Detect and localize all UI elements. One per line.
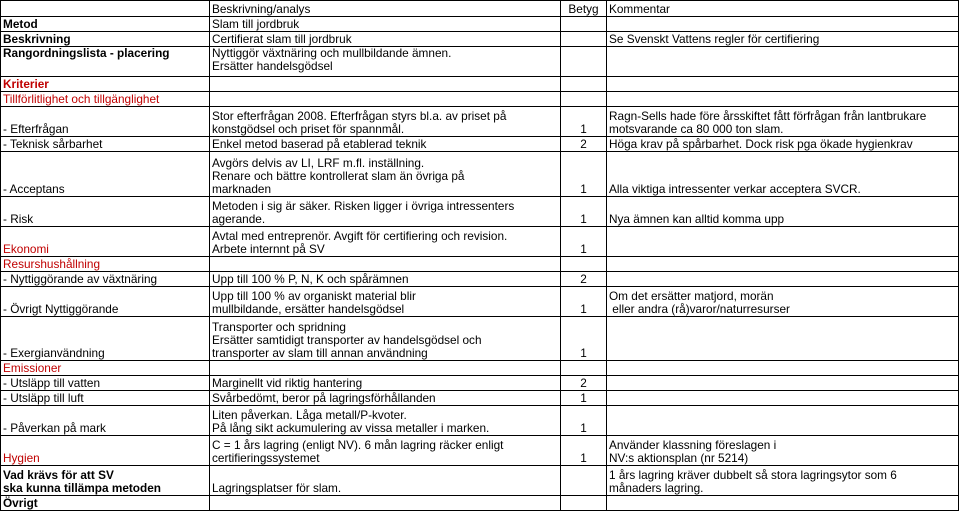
row-comment <box>607 361 959 376</box>
row-comment: Nya ämnen kan alltid komma upp <box>607 197 959 227</box>
section-heading-tillforlitlighet: Tillförlitlighet och tillgänglighet <box>1 92 210 107</box>
row-label: - Påverkan på mark <box>1 406 210 436</box>
row-description <box>210 436 561 466</box>
table-row <box>1 152 959 197</box>
section-heading-ekonomi: Ekonomi <box>1 227 210 257</box>
table-row <box>1 32 959 47</box>
row-label: - Risk <box>1 197 210 227</box>
row-description <box>210 406 561 436</box>
row-grade: 2 <box>561 137 607 152</box>
row-description: Certifierat slam till jordbruk <box>210 32 561 47</box>
row-label: - Teknisk sårbarhet <box>1 137 210 152</box>
row-comment: Alla viktiga intressenter verkar acceptera SVCR. <box>607 152 959 197</box>
row-comment <box>607 107 959 137</box>
table-row <box>1 257 959 272</box>
comment-line: Ragn-Sells hade före årsskiftet fått förfrågan från lantbrukare <box>609 109 927 123</box>
row-grade: 2 <box>561 376 607 391</box>
desc-line: Renare och bättre kontrollerat slam än övriga på <box>212 169 465 183</box>
row-comment <box>607 376 959 391</box>
row-grade <box>561 496 607 511</box>
row-comment: Se Svenskt Vattens regler för certifiering <box>607 32 959 47</box>
row-label: - Exergianvändning <box>1 317 210 361</box>
row-comment <box>607 496 959 511</box>
table-row <box>1 466 959 496</box>
row-grade <box>561 32 607 47</box>
row-comment <box>607 436 959 466</box>
row-grade: 2 <box>561 272 607 287</box>
desc-line: Upp till 100 % av organiskt material blir <box>212 289 416 303</box>
row-comment <box>607 287 959 317</box>
desc-line: Arbete internnt på SV <box>212 242 325 256</box>
row-comment <box>607 391 959 406</box>
row-comment: Höga krav på spårbarhet. Dock risk pga ökade hygienkrav <box>607 137 959 152</box>
row-comment <box>607 77 959 92</box>
row-label: Metod <box>1 17 210 32</box>
row-comment <box>607 227 959 257</box>
row-description <box>210 107 561 137</box>
row-description: Lagringsplatser för slam. <box>210 466 561 496</box>
comment-line: Använder klassning föreslagen i <box>609 438 777 452</box>
row-description <box>210 197 561 227</box>
comment-line: motsvarande ca 80 000 ton slam. <box>609 122 784 136</box>
section-heading-kriterier: Kriterier <box>1 77 210 92</box>
row-label <box>1 466 210 496</box>
section-heading-hygien: Hygien <box>1 436 210 466</box>
row-label: - Utsläpp till vatten <box>1 376 210 391</box>
header-grade: Betyg <box>561 1 607 17</box>
row-comment <box>607 406 959 436</box>
row-grade: 1 <box>561 227 607 257</box>
row-description: Svårbedömt, beror på lagringsförhållanden <box>210 391 561 406</box>
row-grade: 1 <box>561 152 607 197</box>
row-grade: 1 <box>561 317 607 361</box>
row-label: - Efterfrågan <box>1 107 210 137</box>
row-description <box>210 361 561 376</box>
table-row <box>1 406 959 436</box>
row-description <box>210 92 561 107</box>
desc-line: Liten påverkan. Låga metall/P-kvoter. <box>212 408 407 422</box>
table-row <box>1 436 959 466</box>
label-line: Vad krävs för att SV <box>3 468 114 482</box>
section-heading-resurshushallning: Resurshushållning <box>1 257 210 272</box>
row-label: Beskrivning <box>1 32 210 47</box>
table-row <box>1 227 959 257</box>
table-row <box>1 92 959 107</box>
row-description <box>210 496 561 511</box>
row-grade <box>561 77 607 92</box>
row-description <box>210 227 561 257</box>
row-grade: 1 <box>561 107 607 137</box>
row-comment <box>607 257 959 272</box>
desc-line: transporter av slam till annan användning <box>212 346 428 360</box>
row-comment <box>607 17 959 32</box>
comment-line: Om det ersätter matjord, morän <box>609 289 774 303</box>
comment-line: eller andra (rå)varor/naturresurser <box>609 302 790 316</box>
row-comment <box>607 47 959 77</box>
comment-line: månaders lagring. <box>609 481 704 495</box>
desc-line: mullbildande, ersätter handelsgödsel <box>212 302 405 316</box>
desc-line: På lång sikt ackumulering av vissa metaller i marken. <box>212 421 490 435</box>
comment-line: NV:s aktionsplan (nr 5214) <box>609 451 749 465</box>
desc-line: Avtal med entreprenör. Avgift för certifiering och revision. <box>212 229 508 243</box>
table-row <box>1 317 959 361</box>
row-description <box>210 257 561 272</box>
row-label: - Nyttiggörande av växtnäring <box>1 272 210 287</box>
table-row <box>1 137 959 152</box>
desc-line: Nyttiggör växtnäring och mullbildande ämnen. <box>212 46 452 60</box>
row-label: Övrigt <box>1 496 210 511</box>
row-description <box>210 317 561 361</box>
table-row <box>1 107 959 137</box>
row-grade: 1 <box>561 287 607 317</box>
row-label: - Övrigt Nyttiggörande <box>1 287 210 317</box>
row-grade: 1 <box>561 391 607 406</box>
desc-line: konstgödsel och priset för spannmål. <box>212 122 405 136</box>
table-row <box>1 361 959 376</box>
desc-line: Metoden i sig är säker. Risken ligger i övriga intressenters <box>212 199 515 213</box>
desc-line: C = 1 års lagring (enligt NV). 6 mån lagring räcker enligt <box>212 438 504 452</box>
row-description: Upp till 100 % P, N, K och spårämnen <box>210 272 561 287</box>
row-grade <box>561 257 607 272</box>
row-description <box>210 47 561 77</box>
comment-line: 1 års lagring kräver dubbelt så stora lagringsytor som 6 <box>609 468 897 482</box>
row-label: Rangordningslista - placering <box>1 47 210 77</box>
row-grade: 1 <box>561 197 607 227</box>
row-description: Enkel metod baserad på etablerad teknik <box>210 137 561 152</box>
header-row <box>1 1 959 17</box>
header-description: Beskrivning/analys <box>210 1 561 17</box>
row-grade <box>561 92 607 107</box>
table-row <box>1 496 959 511</box>
row-grade: 1 <box>561 436 607 466</box>
table-row <box>1 391 959 406</box>
label-line: ska kunna tillämpa metoden <box>3 481 161 495</box>
row-grade: 1 <box>561 406 607 436</box>
row-comment <box>607 317 959 361</box>
table-row <box>1 376 959 391</box>
row-description: Marginellt vid riktig hantering <box>210 376 561 391</box>
row-description: Slam till jordbruk <box>210 17 561 32</box>
desc-line: Avgörs delvis av LI, LRF m.fl. inställning. <box>212 156 425 170</box>
row-label: - Acceptans <box>1 152 210 197</box>
desc-line: marknaden <box>212 182 272 196</box>
table-row <box>1 77 959 92</box>
table-row <box>1 287 959 317</box>
desc-line: agerande. <box>212 212 266 226</box>
row-grade <box>561 17 607 32</box>
header-comment: Kommentar <box>607 1 959 17</box>
table-row <box>1 47 959 77</box>
row-comment <box>607 466 959 496</box>
desc-line: Ersätter handelsgödsel <box>212 59 333 73</box>
desc-line: Transporter och spridning <box>212 320 346 334</box>
row-label: - Utsläpp till luft <box>1 391 210 406</box>
row-description <box>210 287 561 317</box>
desc-line: Stor efterfrågan 2008. Efterfrågan styrs bl.a. av priset på <box>212 109 507 123</box>
table-row <box>1 17 959 32</box>
table-row <box>1 197 959 227</box>
desc-line: certifieringssystemet <box>212 451 320 465</box>
row-comment <box>607 92 959 107</box>
row-grade <box>561 47 607 77</box>
desc-line: Ersätter samtidigt transporter av handelsgödsel och <box>212 333 482 347</box>
row-grade <box>561 361 607 376</box>
header-col1 <box>1 1 210 17</box>
row-comment <box>607 272 959 287</box>
row-description <box>210 77 561 92</box>
section-heading-emissioner: Emissioner <box>1 361 210 376</box>
row-description <box>210 152 561 197</box>
table-row <box>1 272 959 287</box>
row-grade <box>561 466 607 496</box>
